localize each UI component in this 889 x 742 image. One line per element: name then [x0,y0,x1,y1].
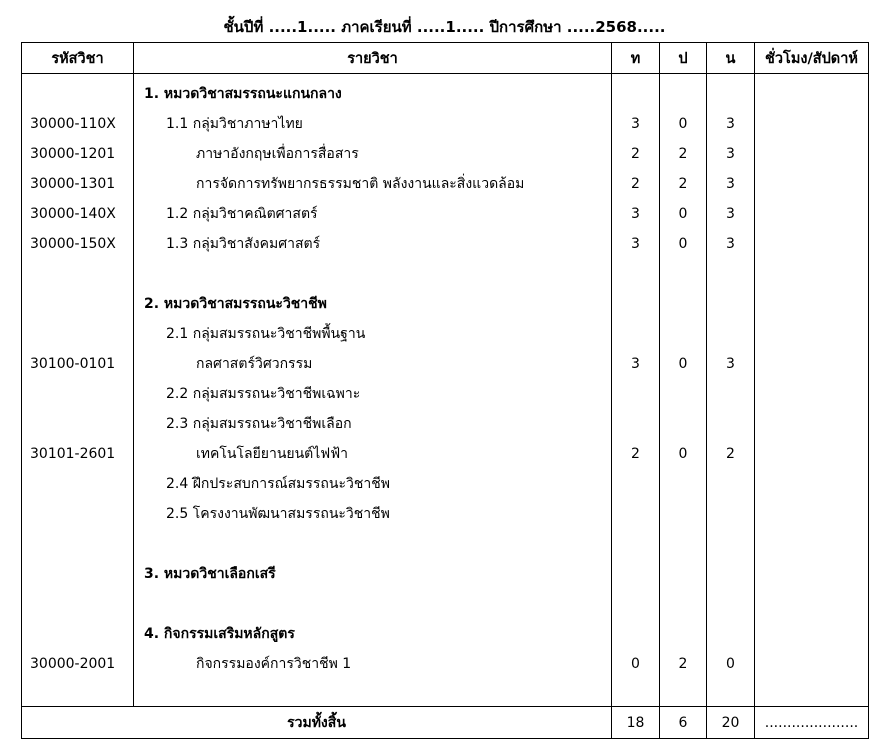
theory-hours [612,499,659,529]
course-code [22,319,133,349]
practice-hours: 0 [678,356,688,372]
course-code [22,619,133,649]
theory-hours: 3 [631,206,640,222]
practice-hours: 2 [678,176,688,192]
credit-units [707,589,754,619]
practice-hours [660,469,706,499]
course-name: เทคโนโลยียานยนต์ไฟฟ้า [196,446,348,462]
course-name: การจัดการทรัพยากรธรรมชาติ พลังงานและสิ่งแวดล้อม [196,176,525,192]
table-body-row [22,74,869,707]
category-heading: 2. หมวดวิชาสมรรถนะวิชาชีพ [144,296,327,312]
credit-units [707,559,754,589]
curriculum-table [21,42,869,739]
practice-hours [660,589,706,619]
practice-hours [660,529,706,559]
theory-hours [612,259,659,289]
course-name: 2.1 กลุ่มสมรรถนะวิชาชีพพื้นฐาน [166,326,366,342]
theory-hours [612,289,659,319]
credit-units [707,259,754,289]
course-name: 1.1 กลุ่มวิชาภาษาไทย [166,116,303,132]
credit-units [707,499,754,529]
theory-hours: 3 [631,356,640,372]
course-code: 30000-140X [30,206,116,222]
practice-hours: 2 [678,656,688,672]
practice-hours [660,619,706,649]
course-code [22,79,133,109]
theory-hours: 2 [631,146,640,162]
course-name [134,589,611,619]
practice-hours [660,559,706,589]
credit-units [707,289,754,319]
theory-hours [612,319,659,349]
code-column [22,74,134,707]
category-heading: 3. หมวดวิชาเลือกเสรี [144,566,276,582]
theory-hours [612,559,659,589]
credit-units: 3 [726,356,735,372]
hours-column [755,74,869,707]
theory-hours: 3 [631,116,640,132]
credit-units [707,79,754,109]
theory-hours [612,79,659,109]
course-code: 30000-110X [30,116,116,132]
theory-hours: 0 [631,656,640,672]
total-theory: 18 [612,707,660,739]
credit-units [707,379,754,409]
credit-units: 3 [726,116,735,132]
practice-column [660,74,707,707]
page-heading: ชั้นปีที่ .....1..... ภาคเรียนที่ .....1..... ปีการศึกษา .....2568..... [223,18,666,36]
total-label: รวมทั้งสิ้น [22,707,612,739]
total-practice: 6 [660,707,707,739]
course-code: 30000-150X [30,236,116,252]
practice-hours [660,379,706,409]
credit-units: 3 [726,146,735,162]
course-name: 1.2 กลุ่มวิชาคณิตศาสตร์ [166,206,318,222]
course-code [22,469,133,499]
course-name: 2.3 กลุ่มสมรรถนะวิชาชีพเลือก [166,416,352,432]
practice-hours [660,409,706,439]
course-code [22,499,133,529]
course-code: 30000-1301 [30,176,116,192]
theory-column [612,74,660,707]
practice-hours [660,289,706,319]
practice-hours: 0 [678,116,688,132]
credit-units [707,619,754,649]
course-code [22,289,133,319]
course-name: 2.5 โครงงานพัฒนาสมรรถนะวิชาชีพ [166,506,390,522]
course-code [22,589,133,619]
course-name: ภาษาอังกฤษเพื่อการสื่อสาร [196,146,359,162]
theory-hours [612,529,659,559]
column-header-credits: น [707,43,755,74]
course-code: 30000-2001 [30,656,116,672]
course-code [22,379,133,409]
credit-units [707,529,754,559]
credit-units [707,469,754,499]
column-header-code: รหัสวิชา [22,43,134,74]
course-name: 2.2 กลุ่มสมรรถนะวิชาชีพเฉพาะ [166,386,361,402]
course-name: 1.3 กลุ่มวิชาสังคมศาสตร์ [166,236,321,252]
subject-column [134,74,612,707]
total-row [22,707,869,739]
credit-units: 3 [726,206,735,222]
practice-hours: 0 [678,446,688,462]
credit-units: 3 [726,176,735,192]
practice-hours [660,499,706,529]
table-header-row [22,43,869,74]
theory-hours [612,409,659,439]
practice-hours [660,319,706,349]
column-header-subject: รายวิชา [134,43,612,74]
theory-hours [612,379,659,409]
total-hours: ..................... [755,707,869,739]
credit-units [707,409,754,439]
course-name [134,529,611,559]
practice-hours: 2 [678,146,688,162]
course-code: 30100-0101 [30,356,116,372]
course-name: 2.4 ฝึกประสบการณ์สมรรถนะวิชาชีพ [166,476,390,492]
course-name: กิจกรรมองค์การวิชาชีพ 1 [196,656,352,672]
theory-hours: 2 [631,176,640,192]
column-header-hours: ชั่วโมง/สัปดาห์ [755,43,869,74]
practice-hours: 0 [678,236,688,252]
course-name [134,259,611,289]
column-header-practice: ป [660,43,707,74]
category-heading: 1. หมวดวิชาสมรรถนะแกนกลาง [144,86,342,102]
course-code [22,409,133,439]
course-code: 30101-2601 [30,446,116,462]
theory-hours [612,619,659,649]
practice-hours: 0 [678,206,688,222]
credit-units: 2 [726,446,735,462]
course-code [22,559,133,589]
category-heading: 4. กิจกรรมเสริมหลักสูตร [144,626,295,642]
practice-hours [660,259,706,289]
credits-column [707,74,755,707]
credit-units: 0 [726,656,735,672]
course-code: 30000-1201 [30,146,116,162]
credit-units: 3 [726,236,735,252]
column-header-theory: ท [612,43,660,74]
total-credits: 20 [707,707,755,739]
course-code [22,529,133,559]
theory-hours [612,469,659,499]
theory-hours: 3 [631,236,640,252]
credit-units [707,319,754,349]
theory-hours: 2 [631,446,640,462]
course-name: กลศาสตร์วิศวกรรม [196,356,313,372]
course-code [22,259,133,289]
theory-hours [612,589,659,619]
practice-hours [660,79,706,109]
